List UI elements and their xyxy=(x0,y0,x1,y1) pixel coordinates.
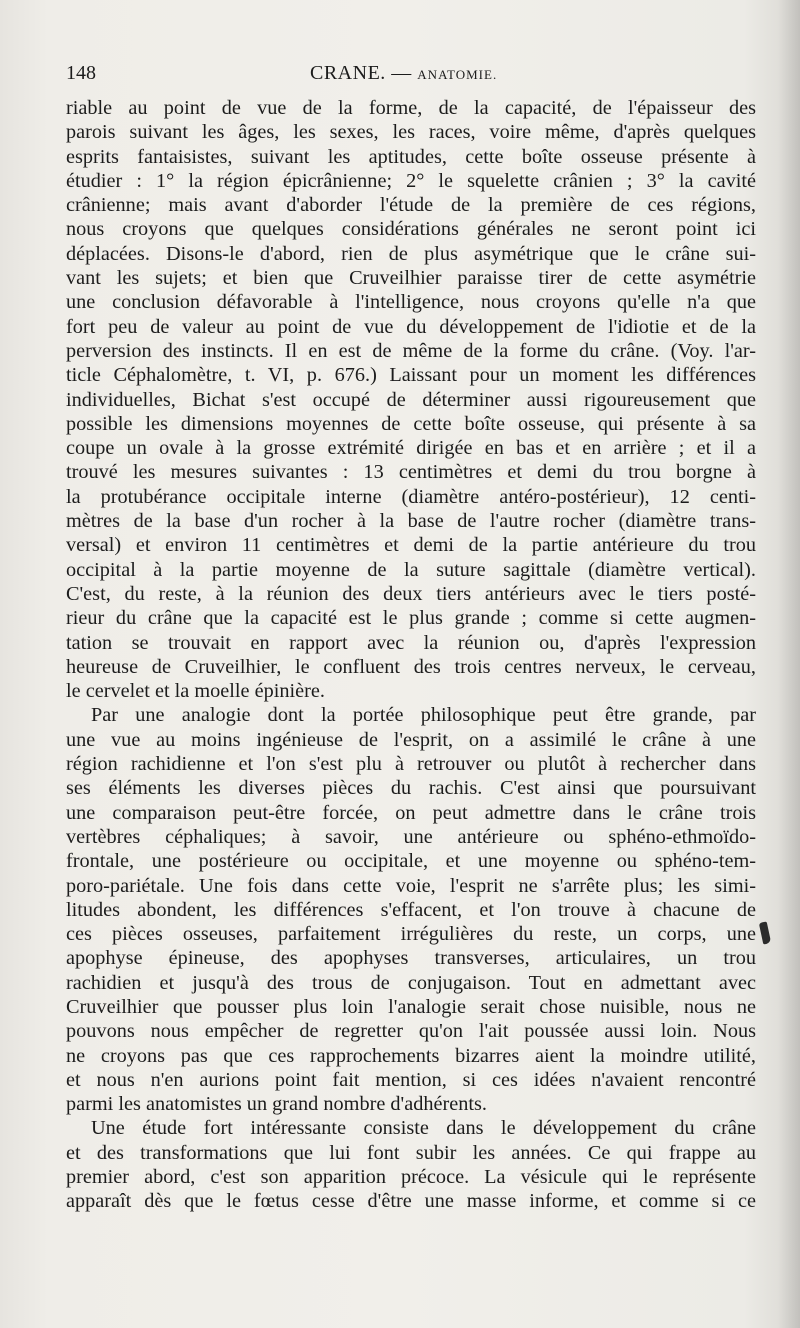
paragraph xyxy=(66,96,756,703)
text-line: ne croyons pas que ces rapprochements bizarres aient la moindre utilité, xyxy=(66,1044,756,1067)
text-line: fort peu de valeur au point de vue du développement de l'idiotie et de la xyxy=(66,315,756,338)
text-line: ces pièces osseuses, parfaitement irrégulières du reste, un corps, une xyxy=(66,923,756,946)
text-line: une vue au moins ingénieuse de l'esprit, on a assimilé le crâne à une xyxy=(66,728,756,751)
text-line: litudes abondent, les différences s'effacent, et l'on trouve à chacune de xyxy=(66,898,756,921)
text-line: déplacées. Disons-le d'abord, rien de plus asymétrique que le crâne sui- xyxy=(66,242,756,265)
text-line: tation se trouvait en rapport avec la réunion ou, d'après l'expression xyxy=(66,631,756,654)
text-line: C'est, du reste, à la réunion des deux tiers antérieurs avec le tiers posté- xyxy=(66,582,756,605)
paragraph xyxy=(66,1116,756,1213)
text-line: versal) et environ 11 centimètres et demi de la partie antérieure du trou xyxy=(66,534,756,557)
text-line: ses éléments les diverses pièces du rachis. C'est ainsi que poursuivant xyxy=(66,777,756,800)
text-line: premier abord, c'est son apparition précoce. La vésicule qui le représente xyxy=(66,1166,756,1189)
body-text xyxy=(66,96,756,1214)
running-title xyxy=(310,62,497,85)
text-line: Une étude fort intéressante consiste dans le développement du crâne xyxy=(91,1117,756,1140)
text-line: étudier : 1° la région épicrânienne; 2° le squelette crânien ; 3° la cavité xyxy=(66,169,756,192)
text-line: coupe un ovale à la grosse extrémité dirigée en bas et en arrière ; et il a xyxy=(66,437,756,460)
text-line: mètres de la base d'un rocher à la base de l'autre rocher (diamètre trans- xyxy=(66,510,756,533)
text-line: individuelles, Bichat s'est occupé de déterminer aussi rigoureusement que xyxy=(66,388,756,411)
text-line: rachidien et jusqu'à des trous de conjugaison. Tout en admettant avec xyxy=(66,971,756,994)
text-line: une conclusion défavorable à l'intelligence, nous croyons qu'elle n'a que xyxy=(66,291,756,314)
text-line: parmi les anatomistes un grand nombre d'adhérents. xyxy=(66,1093,487,1116)
text-line: frontale, une postérieure ou occipitale, et une moyenne ou sphéno-tem- xyxy=(66,850,756,873)
text-line: pouvons nous empêcher de regretter qu'on l'ait poussée aussi loin. Nous xyxy=(66,1020,756,1043)
text-line: crânienne; mais avant d'aborder l'étude de la première de ces régions, xyxy=(66,194,756,217)
text-line: rieur du crâne que la capacité est le plus grande ; comme si cette augmen- xyxy=(66,607,756,630)
text-line: Cruveilhier que pousser plus loin l'analogie serait chose nuisible, nous ne xyxy=(66,995,756,1018)
text-line: occipital à la partie moyenne de la suture sagittale (diamètre vertical). xyxy=(66,558,756,581)
text-line: possible les dimensions moyennes de cette boîte osseuse, qui présente à sa xyxy=(66,412,756,435)
text-line: vertèbres céphaliques; à savoir, une antérieure ou sphéno-ethmoïdo- xyxy=(66,825,756,848)
text-line: vant les sujets; et bien que Cruveilhier paraisse tirer de cette asymétrie xyxy=(66,267,756,290)
paragraph xyxy=(66,703,756,1116)
page-number: 148 xyxy=(66,62,96,84)
running-title-main: CRANE. — xyxy=(310,62,412,84)
text-line: le cervelet et la moelle épinière. xyxy=(66,680,326,703)
text-line: et des transformations que lui font subir les années. Ce qui frappe au xyxy=(66,1141,756,1164)
text-line: poro-pariétale. Une fois dans cette voie, l'esprit ne s'arrête plus; les simi- xyxy=(66,874,756,897)
text-line: trouvé les mesures suivantes : 13 centimètres et demi du trou borgne à xyxy=(66,461,756,484)
text-line: la protubérance occipitale interne (diamètre antéro-postérieur), 12 centi- xyxy=(66,485,756,508)
text-line: Par une analogie dont la portée philosophique peut être grande, par xyxy=(91,704,756,727)
text-line: et nous n'en aurions point fait mention, si ces idées n'avaient rencontré xyxy=(66,1068,756,1091)
text-line: apophyse épineuse, des apophyses transverses, articulaires, un trou xyxy=(66,947,756,970)
page-edge-shadow xyxy=(778,0,800,1328)
text-line: nous croyons que quelques considérations générales ne seront point ici xyxy=(66,218,756,241)
text-line: une comparaison peut-être forcée, on peut admettre dans le crâne trois xyxy=(66,801,756,824)
text-line: heureuse de Cruveilhier, le confluent des trois centres nerveux, le cerveau, xyxy=(66,655,756,678)
text-line: apparaît dès que le fœtus cesse d'être une masse informe, et comme si ce xyxy=(66,1190,756,1213)
text-line: ticle Céphalomètre, t. VI, p. 676.) Laissant pour un moment les différences xyxy=(66,364,756,387)
text-line: esprits fantaisistes, suivant les aptitudes, cette boîte osseuse présente à xyxy=(66,145,756,168)
page-header xyxy=(66,62,756,92)
text-line: riable au point de vue de la forme, de la capacité, de l'épaisseur des xyxy=(66,97,756,119)
text-line: parois suivant les âges, les sexes, les races, voire même, d'après quelques xyxy=(66,121,756,144)
text-line: région rachidienne et l'on s'est plu à retrouver ou plutôt à rechercher dans xyxy=(66,753,756,776)
running-title-section: ANATOMIE. xyxy=(417,67,498,82)
text-line: perversion des instincts. Il en est de même de la forme du crâne. (Voy. l'ar- xyxy=(66,339,756,362)
